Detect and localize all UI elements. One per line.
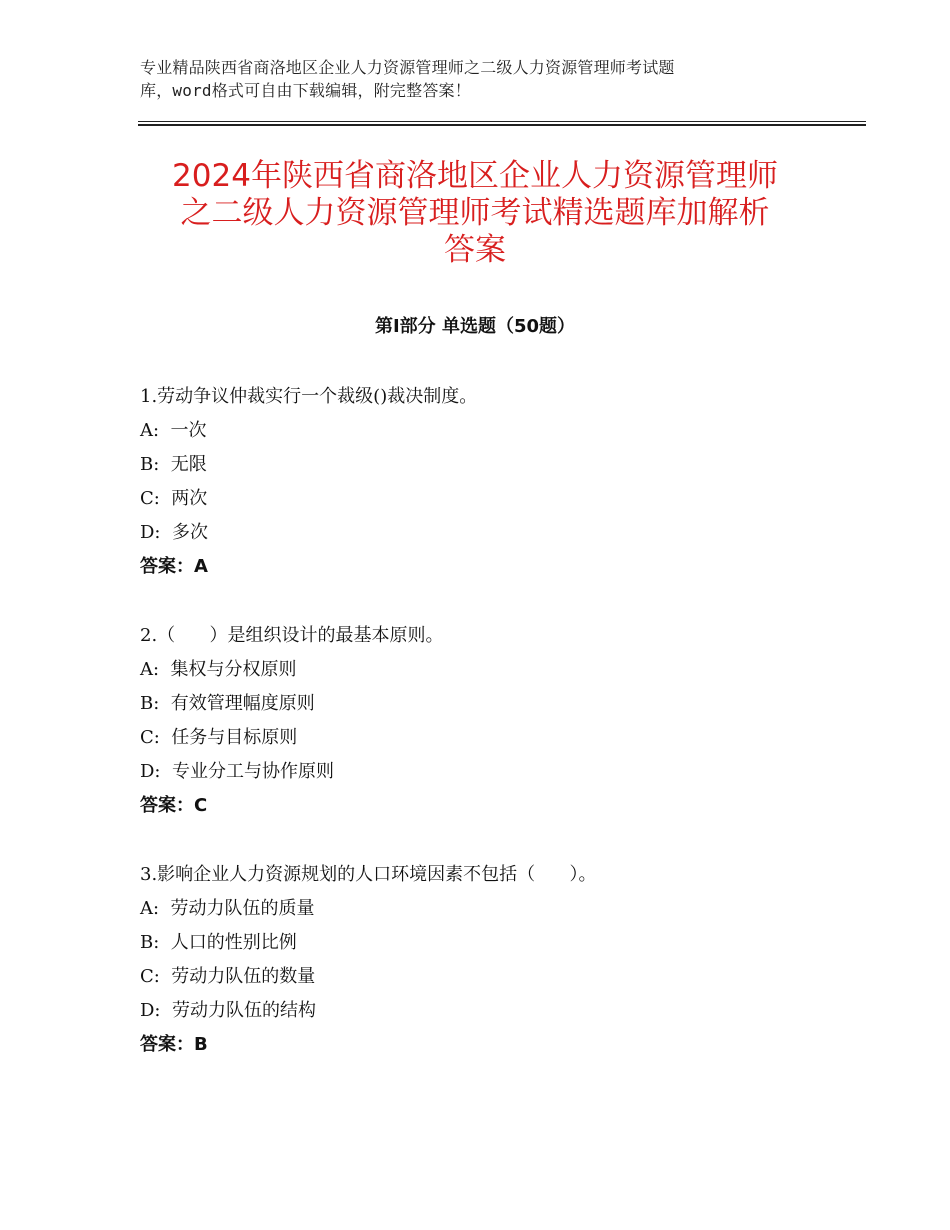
question-2 — [140, 623, 860, 827]
header-note-line-1: 专业精品陕西省商洛地区企业人力资源管理师之二级人力资源管理师考试题 — [140, 58, 675, 77]
question-spacer — [140, 827, 860, 862]
header-note-line-2: 库，word格式可自由下载编辑，附完整答案！ — [140, 81, 471, 100]
question-2-answer: 答案：C — [140, 795, 208, 816]
question-1-option-a: A: 一次 — [140, 420, 207, 441]
question-1-option-b: B: 无限 — [140, 454, 207, 475]
question-1 — [140, 384, 860, 588]
question-3-option-a: A: 劳动力队伍的质量 — [140, 898, 315, 919]
document-title-line-1: 2024年陕西省商洛地区企业人力资源管理师 — [172, 158, 778, 194]
question-2-option-c: C: 任务与目标原则 — [140, 727, 298, 748]
document-title — [110, 158, 840, 269]
document-title-line-2: 之二级人力资源管理师考试精选题库加解析 — [180, 195, 770, 231]
question-2-stem: 2.（ ）是组织设计的最基本原则。 — [140, 625, 444, 646]
document-title-line-3: 答案 — [444, 232, 506, 268]
question-spacer — [140, 588, 860, 623]
question-3-stem: 3.影响企业人力资源规划的人口环境因素不包括（ ）。 — [140, 864, 597, 885]
header-divider — [138, 121, 866, 126]
question-2-option-d: D: 专业分工与协作原则 — [140, 761, 334, 782]
section-heading: 第Ⅰ部分 单选题（50题） — [374, 316, 575, 337]
question-2-option-b: B: 有效管理幅度原则 — [140, 693, 315, 714]
header-note — [140, 56, 800, 102]
question-1-stem: 1.劳动争议仲裁实行一个裁级()裁决制度。 — [140, 386, 478, 407]
question-3-option-b: B: 人口的性别比例 — [140, 932, 297, 953]
question-3-option-d: D: 劳动力队伍的结构 — [140, 1000, 316, 1021]
question-3-option-c: C: 劳动力队伍的数量 — [140, 966, 316, 987]
question-1-answer: 答案：A — [140, 556, 208, 577]
question-3-answer: 答案：B — [140, 1034, 208, 1055]
question-list — [140, 384, 860, 1066]
question-1-option-d: D: 多次 — [140, 522, 208, 543]
question-2-option-a: A: 集权与分权原则 — [140, 659, 297, 680]
question-1-option-c: C: 两次 — [140, 488, 208, 509]
question-3 — [140, 862, 860, 1066]
